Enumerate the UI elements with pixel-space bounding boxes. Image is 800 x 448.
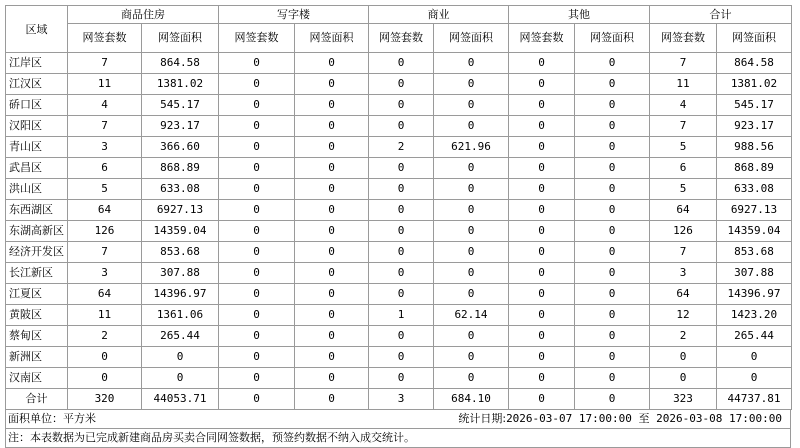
total-cell: 44053.71 (142, 389, 219, 410)
header-group-commercial: 商业 (369, 6, 509, 24)
area-cell: 0 (295, 368, 369, 389)
area-cell: 0 (295, 116, 369, 137)
region-name: 江汉区 (6, 74, 68, 95)
period-start: 2026-03-07 17:00:00 (506, 412, 632, 425)
area-cell: 0 (434, 221, 509, 242)
count-cell: 4 (68, 95, 142, 116)
total-cell: 0 (219, 389, 295, 410)
header-count: 网签套数 (219, 24, 295, 53)
count-cell: 0 (509, 74, 575, 95)
total-cell: 0 (509, 389, 575, 410)
region-name: 硚口区 (6, 95, 68, 116)
table-row (6, 158, 792, 179)
header-group-office: 写字楼 (219, 6, 369, 24)
area-cell: 0 (434, 74, 509, 95)
area-unit-label: 面积单位：平方米 (8, 412, 96, 425)
count-cell: 0 (369, 95, 434, 116)
total-cell: 320 (68, 389, 142, 410)
area-cell: 0 (575, 95, 650, 116)
area-cell: 0 (434, 200, 509, 221)
total-cell: 684.10 (434, 389, 509, 410)
area-cell: 0 (575, 368, 650, 389)
count-cell: 7 (650, 116, 717, 137)
area-cell: 0 (295, 263, 369, 284)
count-cell: 0 (509, 116, 575, 137)
region-name: 汉阳区 (6, 116, 68, 137)
area-cell: 545.17 (142, 95, 219, 116)
area-cell: 307.88 (142, 263, 219, 284)
transaction-table (5, 5, 792, 410)
area-cell: 0 (295, 305, 369, 326)
count-cell: 0 (219, 347, 295, 368)
area-cell: 0 (575, 200, 650, 221)
total-cell: 3 (369, 389, 434, 410)
count-cell: 0 (219, 74, 295, 95)
count-cell: 126 (68, 221, 142, 242)
area-cell: 0 (295, 326, 369, 347)
header-row-subcolumns (6, 24, 792, 53)
header-group-other: 其他 (509, 6, 650, 24)
count-cell: 0 (369, 326, 434, 347)
area-cell: 1423.20 (717, 305, 792, 326)
region-name: 新洲区 (6, 347, 68, 368)
count-cell: 0 (650, 368, 717, 389)
area-cell: 923.17 (142, 116, 219, 137)
count-cell: 7 (650, 53, 717, 74)
table-row (6, 95, 792, 116)
table-row (6, 347, 792, 368)
area-cell: 0 (575, 179, 650, 200)
area-cell: 1381.02 (717, 74, 792, 95)
count-cell: 0 (219, 95, 295, 116)
count-cell: 0 (369, 53, 434, 74)
count-cell: 0 (509, 368, 575, 389)
header-region: 区域 (6, 6, 68, 53)
footnote: 注：本表数据为已完成新建商品房买卖合同网签数据，预签约数据不纳入成交统计。 (8, 431, 415, 444)
count-cell: 5 (68, 179, 142, 200)
area-cell: 0 (434, 347, 509, 368)
area-cell: 14359.04 (717, 221, 792, 242)
count-cell: 0 (509, 137, 575, 158)
count-cell: 0 (219, 263, 295, 284)
statistics-period (458, 410, 782, 428)
area-cell: 14396.97 (717, 284, 792, 305)
region-name: 汉南区 (6, 368, 68, 389)
area-cell: 0 (295, 284, 369, 305)
count-cell: 64 (68, 284, 142, 305)
area-cell: 0 (717, 368, 792, 389)
area-cell: 621.96 (434, 137, 509, 158)
period-to: 至 (638, 412, 650, 425)
report-container (5, 5, 791, 448)
area-cell: 0 (142, 347, 219, 368)
header-count: 网签套数 (369, 24, 434, 53)
count-cell: 0 (650, 347, 717, 368)
table-row (6, 263, 792, 284)
table-row (6, 179, 792, 200)
area-cell: 0 (295, 347, 369, 368)
area-cell: 868.89 (717, 158, 792, 179)
region-name: 经济开发区 (6, 242, 68, 263)
area-cell: 0 (434, 53, 509, 74)
count-cell: 0 (509, 200, 575, 221)
region-name: 江岸区 (6, 53, 68, 74)
header-area: 网签面积 (434, 24, 509, 53)
count-cell: 0 (509, 242, 575, 263)
area-cell: 0 (575, 347, 650, 368)
count-cell: 0 (509, 53, 575, 74)
area-cell: 0 (434, 95, 509, 116)
count-cell: 5 (650, 137, 717, 158)
table-row (6, 116, 792, 137)
count-cell: 0 (509, 95, 575, 116)
count-cell: 0 (369, 158, 434, 179)
count-cell: 7 (68, 53, 142, 74)
area-cell: 0 (434, 242, 509, 263)
area-cell: 0 (295, 221, 369, 242)
header-group-total: 合计 (650, 6, 792, 24)
count-cell: 0 (509, 284, 575, 305)
table-row (6, 326, 792, 347)
count-cell: 0 (68, 368, 142, 389)
header-area: 网签面积 (295, 24, 369, 53)
region-name: 东湖高新区 (6, 221, 68, 242)
area-cell: 0 (434, 116, 509, 137)
footer-unit-row (5, 410, 791, 429)
period-label: 统计日期: (458, 412, 507, 425)
area-cell: 0 (575, 74, 650, 95)
count-cell: 2 (369, 137, 434, 158)
count-cell: 6 (68, 158, 142, 179)
header-area: 网签面积 (575, 24, 650, 53)
area-cell: 0 (575, 305, 650, 326)
area-cell: 0 (434, 179, 509, 200)
area-cell: 633.08 (717, 179, 792, 200)
area-cell: 0 (575, 53, 650, 74)
region-name: 洪山区 (6, 179, 68, 200)
area-cell: 0 (434, 263, 509, 284)
period-end: 2026-03-08 17:00:00 (656, 412, 782, 425)
region-name: 蔡甸区 (6, 326, 68, 347)
count-cell: 7 (650, 242, 717, 263)
area-cell: 864.58 (142, 53, 219, 74)
count-cell: 7 (68, 116, 142, 137)
area-cell: 1381.02 (142, 74, 219, 95)
area-cell: 0 (575, 158, 650, 179)
area-cell: 633.08 (142, 179, 219, 200)
count-cell: 0 (369, 179, 434, 200)
count-cell: 0 (219, 53, 295, 74)
header-row-groups (6, 6, 792, 24)
header-count: 网签套数 (68, 24, 142, 53)
total-label: 合计 (6, 389, 68, 410)
total-cell: 323 (650, 389, 717, 410)
count-cell: 0 (219, 242, 295, 263)
count-cell: 64 (650, 200, 717, 221)
area-cell: 0 (575, 263, 650, 284)
region-name: 黄陂区 (6, 305, 68, 326)
area-cell: 62.14 (434, 305, 509, 326)
count-cell: 5 (650, 179, 717, 200)
area-cell: 0 (575, 116, 650, 137)
area-cell: 545.17 (717, 95, 792, 116)
count-cell: 0 (219, 305, 295, 326)
count-cell: 0 (219, 368, 295, 389)
table-row (6, 305, 792, 326)
region-name: 武昌区 (6, 158, 68, 179)
count-cell: 0 (369, 221, 434, 242)
area-cell: 0 (295, 74, 369, 95)
area-cell: 14396.97 (142, 284, 219, 305)
area-cell: 853.68 (142, 242, 219, 263)
count-cell: 0 (219, 137, 295, 158)
table-row (6, 284, 792, 305)
count-cell: 0 (68, 347, 142, 368)
region-name: 东西湖区 (6, 200, 68, 221)
area-cell: 0 (295, 158, 369, 179)
area-cell: 0 (575, 326, 650, 347)
count-cell: 0 (219, 116, 295, 137)
area-cell: 0 (434, 368, 509, 389)
header-count: 网签套数 (650, 24, 717, 53)
header-group-residential: 商品住房 (68, 6, 219, 24)
header-area: 网签面积 (717, 24, 792, 53)
table-body (6, 53, 792, 389)
count-cell: 0 (509, 305, 575, 326)
count-cell: 4 (650, 95, 717, 116)
area-cell: 265.44 (717, 326, 792, 347)
area-cell: 0 (295, 179, 369, 200)
count-cell: 0 (369, 347, 434, 368)
total-cell: 44737.81 (717, 389, 792, 410)
area-cell: 868.89 (142, 158, 219, 179)
count-cell: 0 (509, 263, 575, 284)
total-cell: 0 (575, 389, 650, 410)
area-cell: 864.58 (717, 53, 792, 74)
area-cell: 0 (717, 347, 792, 368)
count-cell: 0 (369, 200, 434, 221)
area-cell: 1361.06 (142, 305, 219, 326)
count-cell: 0 (219, 179, 295, 200)
count-cell: 6 (650, 158, 717, 179)
count-cell: 0 (369, 263, 434, 284)
count-cell: 0 (219, 158, 295, 179)
area-cell: 853.68 (717, 242, 792, 263)
count-cell: 64 (68, 200, 142, 221)
count-cell: 0 (219, 200, 295, 221)
count-cell: 126 (650, 221, 717, 242)
header-count: 网签套数 (509, 24, 575, 53)
area-cell: 0 (295, 242, 369, 263)
count-cell: 12 (650, 305, 717, 326)
header-area: 网签面积 (142, 24, 219, 53)
region-name: 青山区 (6, 137, 68, 158)
area-cell: 0 (434, 158, 509, 179)
total-cell: 0 (295, 389, 369, 410)
area-cell: 0 (434, 326, 509, 347)
area-cell: 0 (575, 221, 650, 242)
count-cell: 1 (369, 305, 434, 326)
table-row (6, 53, 792, 74)
count-cell: 0 (369, 368, 434, 389)
count-cell: 0 (369, 116, 434, 137)
area-cell: 0 (575, 137, 650, 158)
area-cell: 0 (575, 284, 650, 305)
area-cell: 307.88 (717, 263, 792, 284)
count-cell: 3 (68, 263, 142, 284)
count-cell: 11 (68, 305, 142, 326)
table-row (6, 242, 792, 263)
area-cell: 14359.04 (142, 221, 219, 242)
area-cell: 0 (295, 95, 369, 116)
count-cell: 0 (369, 284, 434, 305)
area-cell: 6927.13 (717, 200, 792, 221)
count-cell: 3 (650, 263, 717, 284)
region-name: 江夏区 (6, 284, 68, 305)
count-cell: 0 (509, 326, 575, 347)
area-cell: 0 (295, 53, 369, 74)
count-cell: 0 (219, 221, 295, 242)
area-cell: 265.44 (142, 326, 219, 347)
area-cell: 0 (295, 200, 369, 221)
count-cell: 3 (68, 137, 142, 158)
count-cell: 0 (509, 179, 575, 200)
count-cell: 64 (650, 284, 717, 305)
count-cell: 0 (509, 221, 575, 242)
count-cell: 0 (219, 326, 295, 347)
region-name: 长江新区 (6, 263, 68, 284)
total-row (6, 389, 792, 410)
count-cell: 0 (509, 158, 575, 179)
count-cell: 0 (509, 347, 575, 368)
table-row (6, 74, 792, 95)
table-row (6, 200, 792, 221)
count-cell: 11 (68, 74, 142, 95)
table-row (6, 221, 792, 242)
area-cell: 0 (434, 284, 509, 305)
footer-note-row (5, 429, 791, 448)
count-cell: 0 (219, 284, 295, 305)
area-cell: 988.56 (717, 137, 792, 158)
area-cell: 0 (575, 242, 650, 263)
table-row (6, 137, 792, 158)
area-cell: 0 (142, 368, 219, 389)
area-cell: 6927.13 (142, 200, 219, 221)
count-cell: 2 (650, 326, 717, 347)
area-cell: 366.60 (142, 137, 219, 158)
area-cell: 923.17 (717, 116, 792, 137)
count-cell: 2 (68, 326, 142, 347)
count-cell: 11 (650, 74, 717, 95)
count-cell: 0 (369, 74, 434, 95)
table-row (6, 368, 792, 389)
area-cell: 0 (295, 137, 369, 158)
count-cell: 7 (68, 242, 142, 263)
count-cell: 0 (369, 242, 434, 263)
